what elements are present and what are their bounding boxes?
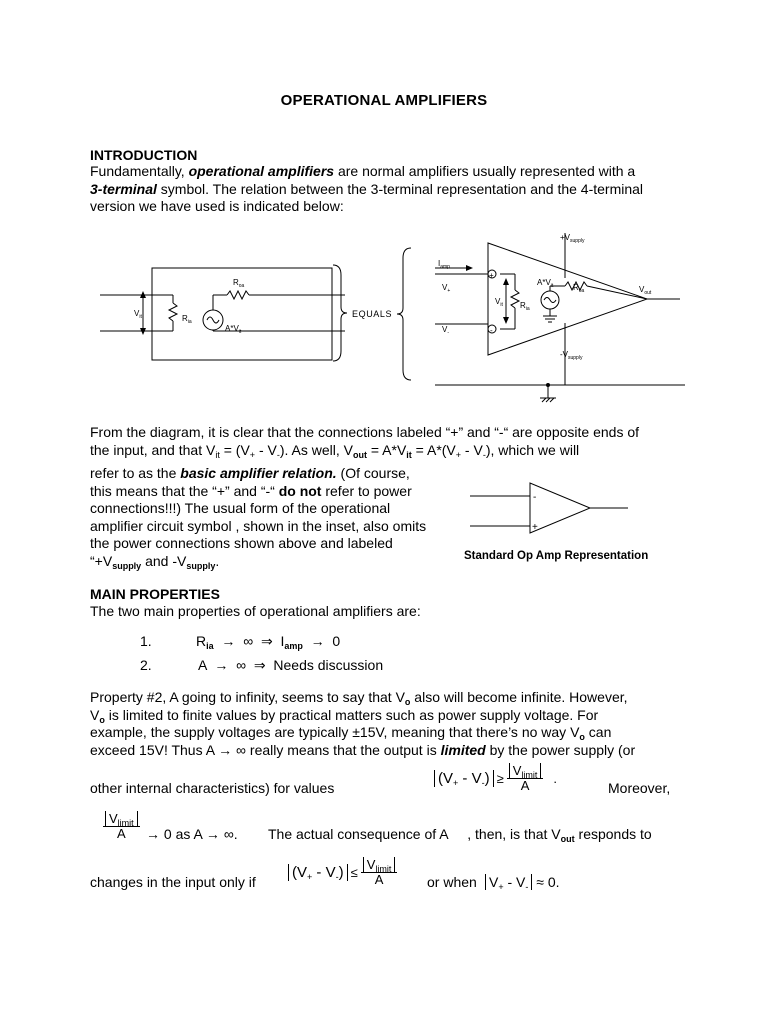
- inset-plus-label: +: [532, 522, 538, 533]
- values-text: other internal characteristics) for values: [90, 780, 335, 796]
- inset-caption: Standard Op Amp Representation: [464, 550, 649, 562]
- property-1: $R_{ia}$ → ∞ ⇒ $I_{amp} \to 0$: [196, 633, 341, 651]
- or-when-text: or when: [427, 874, 477, 890]
- vsupply-pos-label: $+V_{supply}$: [560, 233, 585, 244]
- plus-terminal-label: +: [489, 271, 494, 280]
- consequence-text: The actual consequence of A , then, is that $V_{out}$ responds to: [268, 826, 652, 844]
- approx-zero-expr: $V_+ - V_- \approx 0$.: [485, 874, 560, 892]
- intro-paragraph: Fundamentally, operational amplifiers are normal amplifiers usually represented with a 3-terminal symbol. The relation between the 3-terminal representation and the 4-terminal version we have used is indicated below:: [90, 163, 644, 214]
- vit-label-right: $V_{it}$: [495, 297, 503, 308]
- inequality-greater: $(V_+ - V_-)$ ≥ $\frac{V_{limit}}{A}$ .: [434, 764, 557, 793]
- property-2-number: 2.: [140, 657, 152, 673]
- limit-fraction: $\frac{V_{limit}}{A}$: [103, 812, 140, 841]
- vminus-label: $V_-$: [442, 325, 450, 336]
- property-2: A → ∞ ⇒ Needs discussion: [198, 657, 384, 673]
- property-1-number: 1.: [140, 633, 152, 649]
- main-properties-heading: MAIN PROPERTIES: [90, 586, 220, 602]
- roa-label-left: $R_{oa}$: [233, 278, 245, 289]
- av-label-right: $A*V_{it}$: [537, 278, 554, 289]
- roa-label-right: $R_{oa}$: [573, 283, 585, 294]
- minus-terminal-label: -: [490, 326, 493, 335]
- intro-heading: INTRODUCTION: [90, 147, 198, 163]
- equals-label: EQUALS: [352, 309, 393, 319]
- iamp-label: $I_{amp}$: [438, 259, 450, 270]
- changes-text: changes in the input only if: [90, 874, 256, 890]
- inequality-less: $(V_+ - V_-)$ ≤ $\frac{V_{limit}}{A}$: [288, 858, 397, 887]
- vit-label-left: $V_{it}$: [134, 309, 142, 320]
- vout-label: $V_{out}$: [639, 285, 652, 296]
- ria-label-right: $R_{ia}$: [520, 301, 530, 312]
- moreover-text: Moreover,: [608, 780, 671, 796]
- op-amp-symbol-inset: [470, 478, 630, 543]
- inset-minus-label: -: [533, 492, 537, 503]
- vsupply-neg-label: $-V_{supply}$: [560, 350, 583, 361]
- av-label-left: $A*V_{it}$: [225, 324, 242, 335]
- inset-paragraph: refer to as the basic amplifier relation. (Of course, this means that the “+” and “-“ do not refer to power connections!!!) The usual form of the operational amplifier circuit symbol , shown in the inset, also omits the power connections shown above and labeled “$+V_{supply}$ and $-V_{supply}$.: [90, 465, 427, 571]
- vplus-label: $V_+$: [442, 283, 451, 294]
- relation-paragraph: From the diagram, it is clear that the connections labeled “+” and “-“ are opposite ends of the input, and that $V_{it} = (V_+ - V_-)$. As well, $V_{out} = A*V_{it} = A*(V_+ - V_-)$, which we will: [90, 424, 640, 460]
- limit-to-zero-text: → 0 as A → ∞.: [146, 826, 238, 842]
- page-title: OPERATIONAL AMPLIFIERS: [280, 92, 488, 109]
- property-2-paragraph: Property #2, A going to infinity, seems to say that $V_o$ also will become infinite. However, $V_o$ is limited to finite values by practical matters such as power supply voltage. For example, the supply voltages are typically ±15V, meaning that there’s no way $V_o$ can exceed 15V! Thus A → ∞ really means that the output is limited by the power supply (or: [90, 689, 636, 758]
- ria-label-left: $R_{ia}$: [182, 314, 192, 325]
- main-properties-intro: The two main properties of operational amplifiers are:: [90, 603, 421, 619]
- equivalence-circuit-diagram: [95, 228, 685, 418]
